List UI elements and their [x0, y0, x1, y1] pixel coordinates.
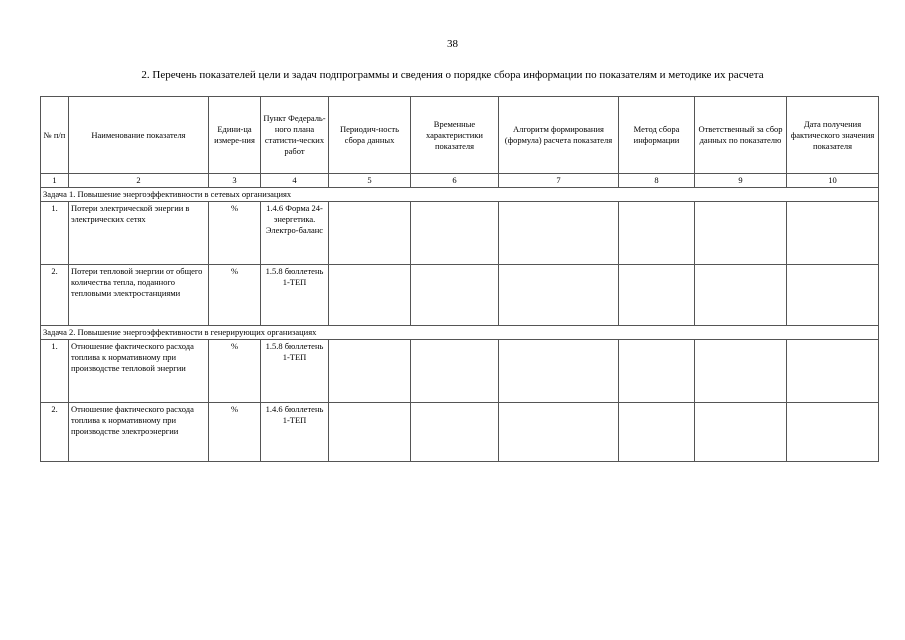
empty-cell — [329, 202, 411, 265]
column-number: 9 — [695, 174, 787, 188]
column-number: 1 — [41, 174, 69, 188]
empty-cell — [619, 265, 695, 326]
empty-cell — [695, 403, 787, 462]
table-row — [41, 265, 879, 326]
plan-item: 1.5.8 бюллетень 1-ТЕП — [261, 265, 329, 326]
empty-cell — [787, 340, 879, 403]
empty-cell — [411, 403, 499, 462]
indicator-name: Отношение фактического расхода топлива к нормативному при производстве электроэнергии — [69, 403, 209, 462]
header-cell-responsible: Ответственный за сбор данных по показателю — [695, 97, 787, 174]
task-title: Задача 2. Повышение энергоэффективности в генерирующих организациях — [41, 326, 879, 340]
empty-cell — [619, 340, 695, 403]
column-number: 3 — [209, 174, 261, 188]
page-heading: 2. Перечень показателей цели и задач подпрограммы и сведения о порядке сбора информации по показателям и методике их расчета — [141, 69, 764, 81]
column-number: 8 — [619, 174, 695, 188]
column-number: 2 — [69, 174, 209, 188]
column-number: 7 — [499, 174, 619, 188]
row-number: 1. — [41, 202, 69, 265]
column-number: 10 — [787, 174, 879, 188]
unit: % — [209, 403, 261, 462]
header-cell-plan-item: Пункт Федераль-ного плана статисти-ческих работ — [261, 97, 329, 174]
empty-cell — [499, 265, 619, 326]
empty-cell — [695, 340, 787, 403]
empty-cell — [787, 265, 879, 326]
table-row — [41, 202, 879, 265]
table-row — [41, 403, 879, 462]
empty-cell — [411, 265, 499, 326]
row-number: 1. — [41, 340, 69, 403]
header-cell-name: Наименование показателя — [69, 97, 209, 174]
table-header — [41, 97, 879, 174]
empty-cell — [619, 403, 695, 462]
page-number: 38 — [447, 38, 458, 50]
column-number-row — [41, 174, 879, 188]
empty-cell — [499, 403, 619, 462]
plan-item: 1.5.8 бюллетень 1-ТЕП — [261, 340, 329, 403]
unit: % — [209, 202, 261, 265]
indicator-name: Потери электрической энергии в электрических сетях — [69, 202, 209, 265]
empty-cell — [787, 202, 879, 265]
header-cell-method: Метод сбора информации — [619, 97, 695, 174]
empty-cell — [329, 265, 411, 326]
indicator-name: Потери тепловой энергии от общего количества тепла, поданного тепловыми электростанциями — [69, 265, 209, 326]
empty-cell — [411, 340, 499, 403]
indicator-name: Отношение фактического расхода топлива к нормативному при производстве тепловой энергии — [69, 340, 209, 403]
unit: % — [209, 265, 261, 326]
header-cell-unit: Едини-ца измере-ния — [209, 97, 261, 174]
row-number: 2. — [41, 265, 69, 326]
column-number: 6 — [411, 174, 499, 188]
row-number: 2. — [41, 403, 69, 462]
empty-cell — [619, 202, 695, 265]
task-1-row — [41, 188, 879, 202]
header-cell-date: Дата получения фактического значения показателя — [787, 97, 879, 174]
empty-cell — [329, 403, 411, 462]
indicators-table — [40, 96, 879, 462]
empty-cell — [329, 340, 411, 403]
task-2-row — [41, 326, 879, 340]
header-cell-algorithm: Алгоритм формирования (формула) расчета показателя — [499, 97, 619, 174]
column-number: 5 — [329, 174, 411, 188]
empty-cell — [411, 202, 499, 265]
header-cell-periodicity: Периодич-ность сбора данных — [329, 97, 411, 174]
table-row — [41, 340, 879, 403]
unit: % — [209, 340, 261, 403]
empty-cell — [499, 202, 619, 265]
empty-cell — [499, 340, 619, 403]
empty-cell — [695, 202, 787, 265]
empty-cell — [695, 265, 787, 326]
plan-item: 1.4.6 бюллетень 1-ТЕП — [261, 403, 329, 462]
empty-cell — [787, 403, 879, 462]
column-number: 4 — [261, 174, 329, 188]
plan-item: 1.4.6 Форма 24-энергетика. Электро-баланс — [261, 202, 329, 265]
header-cell-time-characteristics: Временные характеристики показателя — [411, 97, 499, 174]
task-title: Задача 1. Повышение энергоэффективности в сетевых организациях — [41, 188, 879, 202]
header-cell-num: № п/п — [41, 97, 69, 174]
